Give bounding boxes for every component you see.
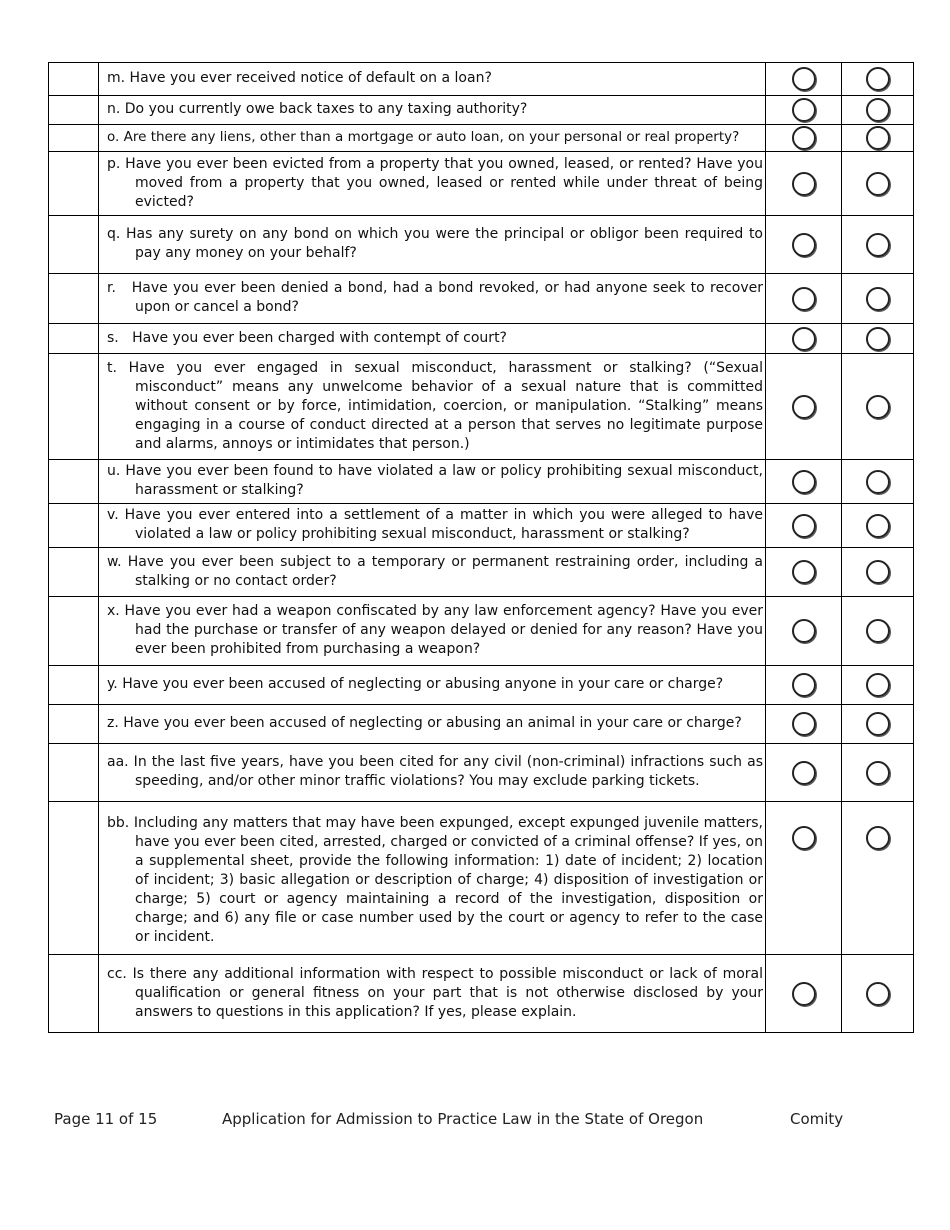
question-text: o. Are there any liens, other than a mortgage or auto loan, on your personal or real property? xyxy=(99,125,766,152)
yes-radio-button[interactable] xyxy=(792,619,816,643)
row-number-cell xyxy=(49,125,99,152)
question-text: z. Have you ever been accused of neglecting or abusing an animal in your care or charge? xyxy=(99,705,766,744)
yes-radio-button[interactable] xyxy=(792,287,816,311)
row-number-cell xyxy=(49,548,99,597)
yes-radio-button[interactable] xyxy=(792,560,816,584)
no-radio-button[interactable] xyxy=(866,395,890,419)
yes-radio-button[interactable] xyxy=(792,98,816,122)
no-radio-button[interactable] xyxy=(866,712,890,736)
question-row xyxy=(49,955,914,1033)
row-number-cell xyxy=(49,354,99,460)
question-row xyxy=(49,274,914,324)
yes-radio-button[interactable] xyxy=(792,126,816,150)
row-number-cell xyxy=(49,460,99,504)
yes-radio-button[interactable] xyxy=(792,67,816,91)
row-number-cell xyxy=(49,216,99,274)
question-text: bb. Including any matters that may have been expunged, except expunged juvenile matters, have you ever been cited, arrested, charged or convicted of a criminal offense? If yes, on a supplemental sheet, provide the following information: 1) date of incident; 2) location of incident; 3) basic allegation or description of charge; 4) disposition of investigation or charge; 5) court or agency maintaining a record of the investigation, disposition or charge; and 6) any file or case number used by the court or agency to refer to the case or incident. xyxy=(99,802,766,955)
row-number-cell xyxy=(49,705,99,744)
question-text: cc. Is there any additional information with respect to possible misconduct or lack of moral qualification or general fitness on your part that is not otherwise disclosed by your answers to questions in this application? If yes, please explain. xyxy=(99,955,766,1033)
row-number-cell xyxy=(49,802,99,955)
question-row xyxy=(49,324,914,354)
row-number-cell xyxy=(49,666,99,705)
question-row xyxy=(49,744,914,802)
row-number-cell xyxy=(49,274,99,324)
no-radio-button[interactable] xyxy=(866,67,890,91)
yes-radio-button[interactable] xyxy=(792,514,816,538)
question-text: v. Have you ever entered into a settlement of a matter in which you were alleged to have violated a law or policy prohibiting sexual misconduct, harassment or stalking? xyxy=(99,504,766,548)
question-text: u. Have you ever been found to have violated a law or policy prohibiting sexual misconduct, harassment or stalking? xyxy=(99,460,766,504)
yes-radio-button[interactable] xyxy=(792,712,816,736)
yes-radio-button[interactable] xyxy=(792,395,816,419)
question-text: t. Have you ever engaged in sexual misconduct, harassment or stalking? (“Sexual misconduct” means any unwelcome behavior of a sexual nature that is committed without consent or by force, intimidation, coercion, or manipulation. “Stalking” means engaging in a course of conduct directed at a person that serves no legitimate purpose and alarms, annoys or intimidates that person.) xyxy=(99,354,766,460)
question-row xyxy=(49,705,914,744)
question-row xyxy=(49,666,914,705)
question-row xyxy=(49,216,914,274)
yes-radio-button[interactable] xyxy=(792,982,816,1006)
no-radio-button[interactable] xyxy=(866,826,890,850)
question-row xyxy=(49,504,914,548)
row-number-cell xyxy=(49,63,99,96)
question-text: p. Have you ever been evicted from a property that you owned, leased, or rented? Have you moved from a property that you owned, leased or rented while under threat of being evicted? xyxy=(99,152,766,216)
no-radio-button[interactable] xyxy=(866,982,890,1006)
no-radio-button[interactable] xyxy=(866,172,890,196)
yes-radio-button[interactable] xyxy=(792,233,816,257)
yes-radio-button[interactable] xyxy=(792,327,816,351)
question-row xyxy=(49,802,914,955)
no-radio-button[interactable] xyxy=(866,673,890,697)
no-radio-button[interactable] xyxy=(866,287,890,311)
footer-document-title: Application for Admission to Practice Law in the State of Oregon xyxy=(222,1110,704,1128)
yes-radio-button[interactable] xyxy=(792,761,816,785)
questions-table xyxy=(48,62,914,1033)
row-number-cell xyxy=(49,504,99,548)
no-radio-button[interactable] xyxy=(866,470,890,494)
row-number-cell xyxy=(49,955,99,1033)
yes-radio-button[interactable] xyxy=(792,470,816,494)
question-row xyxy=(49,152,914,216)
question-row xyxy=(49,354,914,460)
row-number-cell xyxy=(49,324,99,354)
question-row xyxy=(49,63,914,96)
question-text: y. Have you ever been accused of neglecting or abusing anyone in your care or charge? xyxy=(99,666,766,705)
no-radio-button[interactable] xyxy=(866,514,890,538)
question-text: s. Have you ever been charged with contempt of court? xyxy=(99,324,766,354)
question-text: x. Have you ever had a weapon confiscated by any law enforcement agency? Have you ever had the purchase or transfer of any weapon delayed or denied for any reason? Have you ever been prohibited from purchasing a weapon? xyxy=(99,597,766,666)
question-row xyxy=(49,96,914,125)
row-number-cell xyxy=(49,597,99,666)
yes-radio-button[interactable] xyxy=(792,172,816,196)
no-radio-button[interactable] xyxy=(866,560,890,584)
no-radio-button[interactable] xyxy=(866,761,890,785)
question-row xyxy=(49,460,914,504)
no-radio-button[interactable] xyxy=(866,327,890,351)
no-radio-button[interactable] xyxy=(866,619,890,643)
footer-section: Comity xyxy=(790,1110,844,1128)
row-number-cell xyxy=(49,744,99,802)
yes-radio-button[interactable] xyxy=(792,673,816,697)
question-text: aa. In the last five years, have you been cited for any civil (non-criminal) infractions such as speeding, and/or other minor traffic violations? You may exclude parking tickets. xyxy=(99,744,766,802)
row-number-cell xyxy=(49,96,99,125)
no-radio-button[interactable] xyxy=(866,233,890,257)
question-row xyxy=(49,548,914,597)
row-number-cell xyxy=(49,152,99,216)
question-text: m. Have you ever received notice of default on a loan? xyxy=(99,63,766,96)
question-text: w. Have you ever been subject to a temporary or permanent restraining order, including a stalking or no contact order? xyxy=(99,548,766,597)
question-text: r. Have you ever been denied a bond, had a bond revoked, or had anyone seek to recover upon or cancel a bond? xyxy=(99,274,766,324)
question-text: n. Do you currently owe back taxes to any taxing authority? xyxy=(99,96,766,125)
footer-page-number: Page 11 of 15 xyxy=(54,1110,158,1128)
question-text: q. Has any surety on any bond on which you were the principal or obligor been required to pay any money on your behalf? xyxy=(99,216,766,274)
no-radio-button[interactable] xyxy=(866,98,890,122)
no-radio-button[interactable] xyxy=(866,126,890,150)
yes-radio-button[interactable] xyxy=(792,826,816,850)
question-row xyxy=(49,125,914,152)
question-row xyxy=(49,597,914,666)
